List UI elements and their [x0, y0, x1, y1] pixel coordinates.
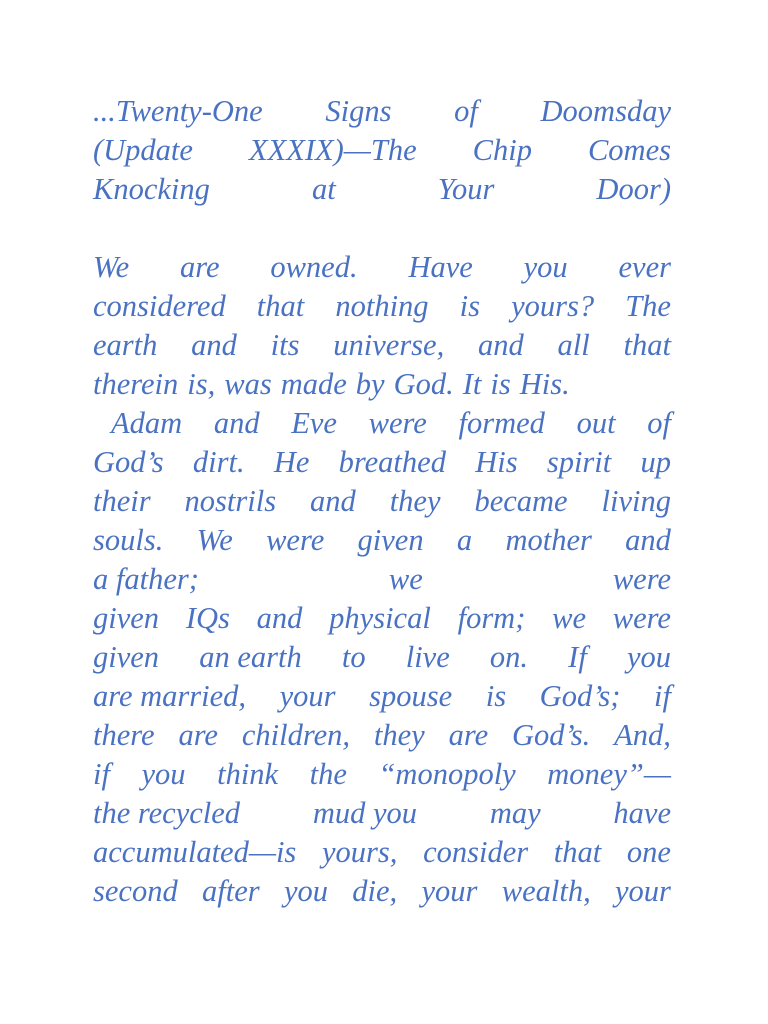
word: we: [552, 601, 587, 635]
word: have: [613, 796, 671, 830]
word: and: [625, 523, 671, 557]
word: to: [341, 640, 366, 674]
word: spouse: [369, 679, 453, 713]
word: God.: [393, 367, 454, 401]
word: His.: [519, 367, 570, 401]
word: children,: [241, 718, 350, 752]
word: living: [601, 484, 671, 518]
word: consider: [423, 835, 529, 869]
word: all: [557, 328, 590, 362]
word: if: [654, 679, 671, 713]
word: that: [256, 289, 305, 323]
body-line: [93, 560, 671, 599]
word: its: [270, 328, 300, 362]
word: owned.: [270, 250, 358, 284]
word: Door): [596, 172, 671, 206]
word: dirt.: [192, 445, 245, 479]
word: His: [475, 445, 518, 479]
word: and: [191, 328, 237, 362]
word: your: [421, 874, 478, 908]
word: given: [93, 601, 160, 635]
word: Adam: [111, 406, 183, 440]
title-line: [93, 131, 671, 170]
body-line: [93, 794, 671, 833]
word: is,: [187, 367, 216, 401]
title-line: [93, 170, 671, 209]
body-line: [93, 404, 671, 443]
word: and: [477, 328, 524, 362]
word: and: [310, 484, 356, 518]
word: you: [523, 250, 568, 284]
word: that: [553, 835, 602, 869]
body-line: [93, 833, 671, 872]
word: XXXIX)—The: [248, 133, 417, 167]
body-paragraph: [93, 248, 671, 911]
word: is: [459, 289, 480, 323]
word: earth: [93, 328, 158, 362]
word: you: [626, 640, 671, 674]
word: mud you: [312, 796, 418, 830]
word: is: [485, 679, 507, 713]
word: IQs: [185, 601, 230, 635]
word: If: [568, 640, 587, 674]
document-page: [93, 92, 671, 911]
word: Chip: [472, 133, 532, 167]
word: are: [178, 718, 218, 752]
word: die,: [352, 874, 398, 908]
word: mother: [505, 523, 592, 557]
body-line: [93, 326, 671, 365]
word: there: [93, 718, 155, 752]
word: we: [388, 562, 423, 596]
word: are married,: [93, 679, 247, 713]
word: accumulated—is: [93, 835, 297, 869]
body-line: [93, 482, 671, 521]
word: yours?: [511, 289, 595, 323]
word: We: [93, 250, 130, 284]
word: were: [368, 406, 427, 440]
word: God’s;: [539, 679, 621, 713]
body-line: [93, 677, 671, 716]
word: are: [179, 250, 220, 284]
word: out: [576, 406, 616, 440]
word: form;: [457, 601, 526, 635]
word: were: [612, 562, 671, 596]
word: It: [462, 367, 482, 401]
word: your: [615, 874, 671, 908]
word: And,: [614, 718, 671, 752]
body-line: [93, 716, 671, 755]
body-line: [93, 521, 671, 560]
word: God’s.: [512, 718, 591, 752]
word: their: [93, 484, 151, 518]
word: of: [647, 406, 671, 440]
word: Knocking: [93, 172, 210, 206]
word: made: [280, 367, 347, 401]
word: your: [279, 679, 336, 713]
word: were: [612, 601, 671, 635]
word: universe,: [333, 328, 445, 362]
word: and: [213, 406, 260, 440]
document-title: [93, 92, 671, 209]
word: ...Twenty-One: [93, 94, 263, 128]
word: wealth,: [501, 874, 591, 908]
word: given: [93, 640, 160, 674]
word: think: [217, 757, 279, 791]
word: live: [405, 640, 450, 674]
word: second: [93, 874, 178, 908]
word: Your: [437, 172, 495, 206]
word: they: [373, 718, 425, 752]
word: Comes: [587, 133, 671, 167]
paragraph-gap: [93, 209, 671, 248]
word: breathed: [338, 445, 446, 479]
body-line: [93, 755, 671, 794]
word: therein: [93, 367, 179, 401]
word: formed: [458, 406, 545, 440]
word: if: [93, 757, 110, 791]
word: on.: [489, 640, 529, 674]
word: that: [623, 328, 671, 362]
word: an earth: [199, 640, 302, 674]
word: the recycled: [93, 796, 241, 830]
word: Signs: [325, 94, 392, 128]
word: The: [625, 289, 671, 323]
word: Doomsday: [540, 94, 671, 128]
word: may: [489, 796, 541, 830]
word: after: [202, 874, 260, 908]
word: is: [490, 367, 511, 401]
body-line: [93, 599, 671, 638]
word: nothing: [335, 289, 429, 323]
word: physical: [329, 601, 431, 635]
word: the: [309, 757, 347, 791]
body-line: [93, 365, 671, 404]
word: are: [448, 718, 489, 752]
word: a father;: [93, 562, 199, 596]
word: money”—: [547, 757, 671, 791]
word: of: [454, 94, 478, 128]
word: they: [389, 484, 441, 518]
word: “monopoly: [378, 757, 516, 791]
word: one: [626, 835, 671, 869]
word: considered: [93, 289, 226, 323]
body-line: [93, 287, 671, 326]
word: Eve: [291, 406, 337, 440]
word: Have: [408, 250, 473, 284]
word: spirit: [546, 445, 612, 479]
word: souls.: [93, 523, 164, 557]
word: a: [456, 523, 473, 557]
word: yours,: [321, 835, 398, 869]
body-line: [93, 443, 671, 482]
word: He: [273, 445, 310, 479]
word: was: [224, 367, 272, 401]
word: were: [266, 523, 325, 557]
word: up: [640, 445, 671, 479]
body-line: [93, 248, 671, 287]
word: you: [141, 757, 186, 791]
word: by: [355, 367, 385, 401]
title-line: [93, 92, 671, 131]
word: you: [283, 874, 328, 908]
body-line: [93, 638, 671, 677]
word: We: [196, 523, 233, 557]
word: at: [311, 172, 336, 206]
word: nostrils: [184, 484, 277, 518]
word: became: [474, 484, 568, 518]
word: and: [256, 601, 303, 635]
word: (Update: [93, 133, 193, 167]
word: God’s: [93, 445, 164, 479]
word: ever: [618, 250, 671, 284]
word: given: [357, 523, 424, 557]
body-line: [93, 872, 671, 911]
